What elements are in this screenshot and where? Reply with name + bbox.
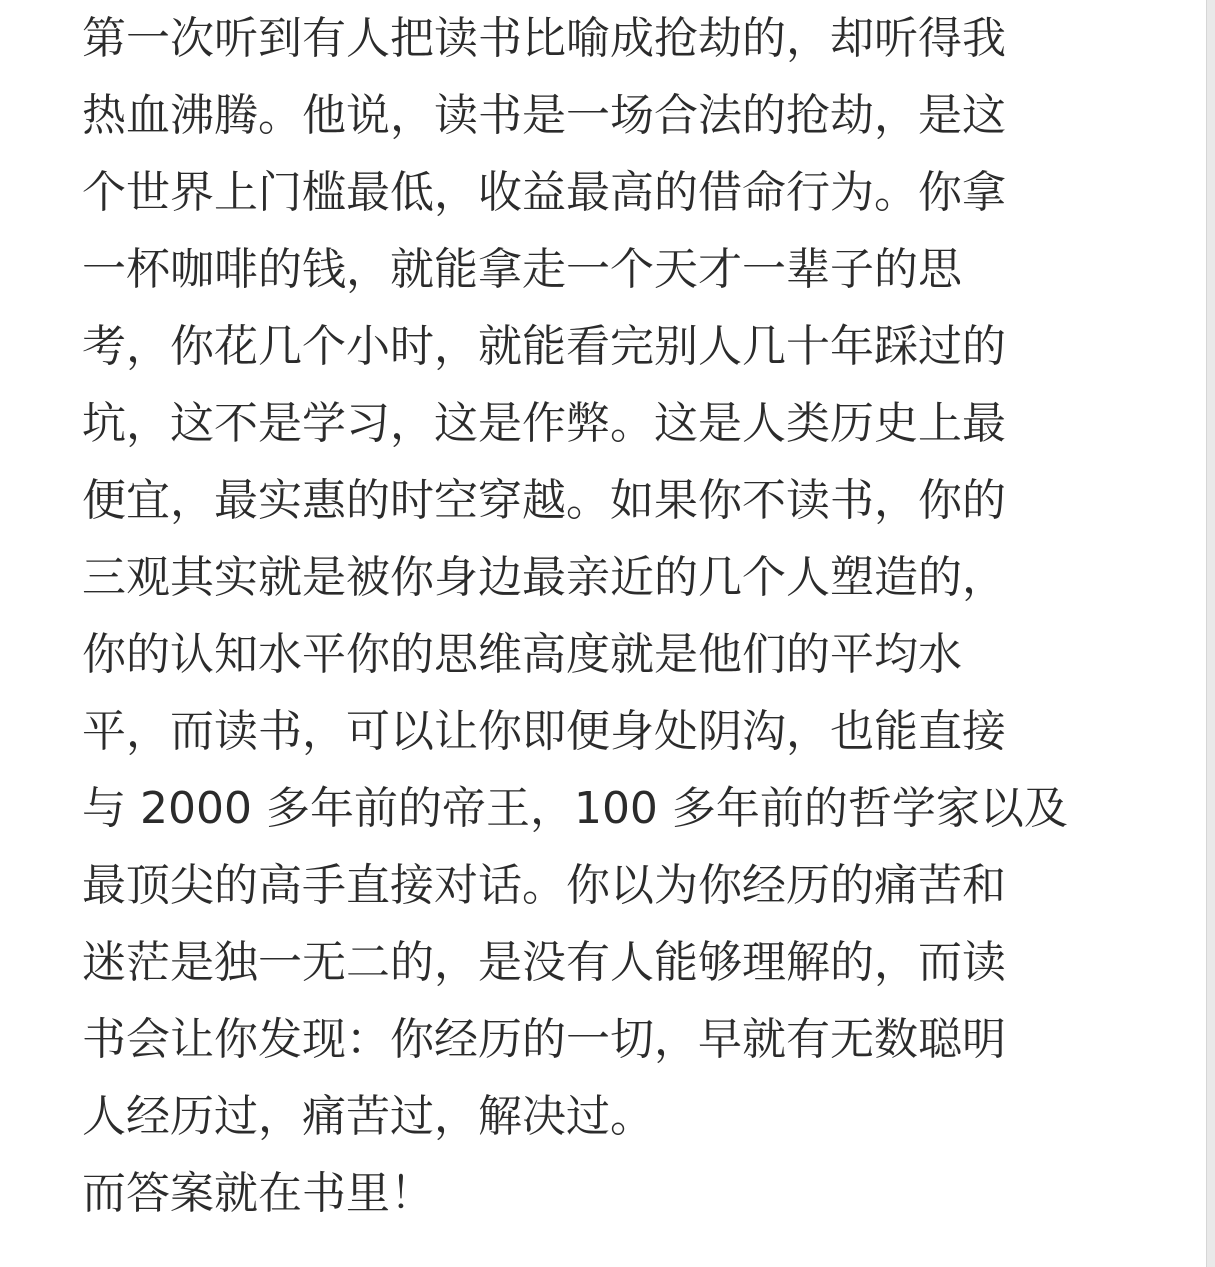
text-line-10: 平，而读书，可以让你即便身处阴沟，也能直接 — [82, 706, 1006, 757]
text-line-8: 三观其实就是被你身边最亲近的几个人塑造的， — [82, 552, 1006, 603]
text-line-13: 迷茫是独一无二的，是没有人能够理解的，而读 — [82, 937, 1006, 988]
text-line-2: 热血沸腾。他说，读书是一场合法的抢劫，是这 — [82, 90, 1006, 141]
scroll-edge[interactable] — [1206, 0, 1215, 1267]
text-line-1: 第一次听到有人把读书比喻成抢劫的，却听得我 — [82, 13, 1006, 64]
text-line-14: 书会让你发现：你经历的一切，早就有无数聪明 — [82, 1014, 1006, 1065]
text-line-6: 坑，这不是学习，这是作弊。这是人类历史上最 — [82, 398, 1006, 449]
text-line-11: 与 2000 多年前的帝王，100 多年前的哲学家以及 — [82, 783, 1068, 834]
text-line-7: 便宜，最实惠的时空穿越。如果你不读书，你的 — [82, 475, 1006, 526]
text-line-5: 考，你花几个小时，就能看完别人几十年踩过的 — [82, 321, 1006, 372]
text-line-16: 而答案就在书里！ — [82, 1168, 434, 1219]
text-line-4: 一杯咖啡的钱，就能拿走一个天才一辈子的思 — [82, 244, 962, 295]
article-text — [82, 0, 1142, 1232]
text-line-3: 个世界上门槛最低，收益最高的借命行为。你拿 — [82, 167, 1006, 218]
text-line-12: 最顶尖的高手直接对话。你以为你经历的痛苦和 — [82, 860, 1006, 911]
text-line-15: 人经历过，痛苦过，解决过。 — [82, 1091, 654, 1142]
text-line-9: 你的认知水平你的思维高度就是他们的平均水 — [82, 629, 962, 680]
